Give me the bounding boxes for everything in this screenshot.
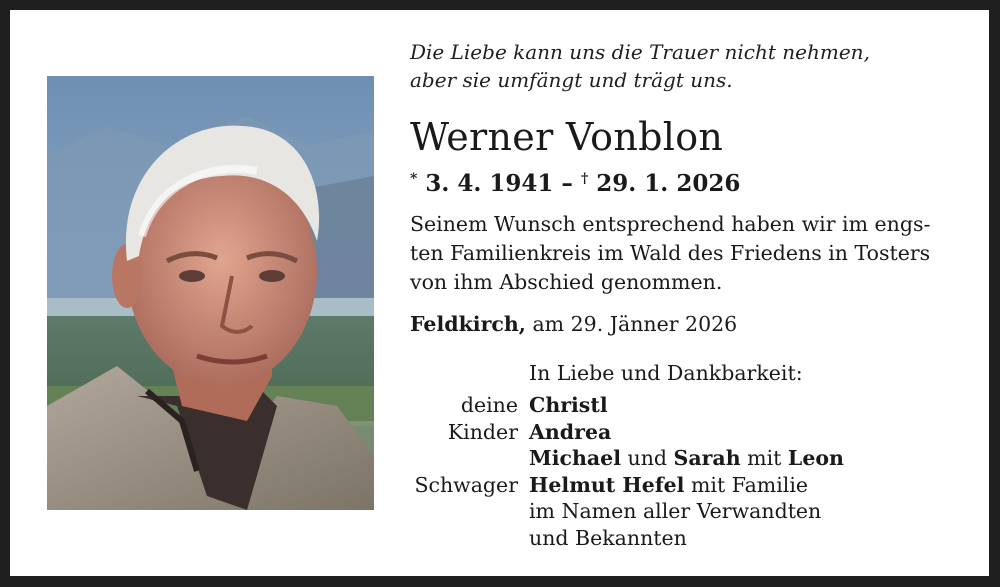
signer-row [400, 472, 844, 499]
death-symbol: † [580, 171, 589, 187]
obituary-card [10, 10, 989, 576]
signer-role: deine [460, 393, 518, 417]
signer-row [400, 498, 844, 525]
signer-row [400, 419, 844, 446]
signer-role [400, 498, 529, 525]
signer-role: Kinder [447, 419, 518, 444]
signer-name: Leon [787, 446, 844, 470]
signer-names [529, 419, 611, 446]
place-date-text: am 29. Jänner 2026 [532, 312, 738, 336]
signer-role [400, 445, 529, 472]
birth-symbol: * [410, 171, 418, 187]
portrait-photo [47, 76, 374, 510]
place-date [410, 310, 737, 339]
text-line-2: ten Familienkreis im Wald des Friedens in Tosters [410, 241, 931, 265]
memorial-quote [410, 38, 870, 94]
signer-names [529, 445, 844, 472]
signer-connector: mit [740, 446, 788, 470]
signer-names [529, 498, 821, 525]
signer-role [400, 525, 529, 552]
signer-row [400, 445, 844, 472]
quote-line-2: aber sie umfängt und trägt uns. [410, 68, 733, 92]
deceased-name: Werner Vonblon [410, 115, 724, 159]
signer-row [400, 392, 844, 419]
signers-list [400, 392, 844, 551]
signer-row [400, 525, 844, 552]
signer-name: Sarah [673, 446, 741, 470]
signer-connector: und Bekannten [529, 525, 687, 550]
quote-line-1: Die Liebe kann uns die Trauer nicht nehmen, [410, 40, 870, 64]
signer-names [529, 392, 608, 419]
signer-name: Andrea [529, 419, 612, 444]
signer-names [529, 472, 808, 499]
date-separator: – [561, 170, 573, 197]
place-city: Feldkirch, [410, 312, 526, 336]
thanks-line: In Liebe und Dankbarkeit: [529, 361, 803, 385]
text-line-3: von ihm Abschied genommen. [410, 270, 723, 294]
text-line-1: Seinem Wunsch entsprechend haben wir im engs- [410, 212, 931, 236]
signer-name: Christl [529, 393, 608, 417]
signer-name: Helmut Hefel [529, 472, 685, 497]
signer-connector: im Namen aller Verwandten [529, 499, 822, 523]
birth-date: 3. 4. 1941 [425, 170, 554, 197]
signer-name: Michael [529, 446, 621, 470]
signer-names [529, 525, 687, 552]
signer-connector: mit Familie [684, 472, 809, 497]
life-dates [410, 164, 740, 199]
death-date: 29. 1. 2026 [596, 170, 741, 197]
signer-connector: und [620, 446, 674, 470]
signer-role: Schwager [414, 472, 518, 497]
announcement-text [410, 210, 930, 297]
